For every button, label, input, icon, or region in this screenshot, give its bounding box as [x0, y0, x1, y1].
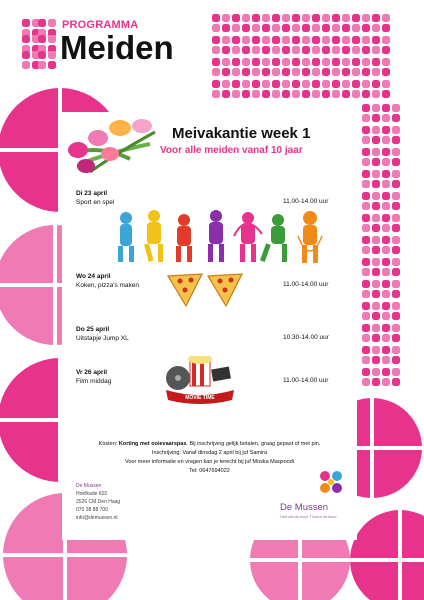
flyer-card [62, 112, 357, 540]
schedule-activity: Film middag [76, 378, 112, 385]
flyer-subtitle: Voor alle meiden vanaf 10 jaar [160, 145, 303, 156]
phone-line: Tel: 0647694022 [189, 468, 230, 474]
brand-tagline: Hart van de buurt. Thuis in de buurt [280, 515, 337, 519]
costs-prefix: Kosten: [98, 441, 119, 447]
address-name: De Mussen [76, 483, 102, 489]
pizza-image [166, 272, 246, 308]
schedule-activity: Sport en spel [76, 199, 115, 206]
schedule-item-3 [76, 325, 129, 343]
schedule-day: Vr 26 april [76, 369, 108, 376]
address-email[interactable]: info@demussen.nl [76, 515, 118, 521]
movie-badge-text: MOVIE TIME [185, 395, 215, 401]
tulips-image [60, 114, 160, 176]
address-city: 2526 CM Den Haag [76, 499, 121, 505]
schedule-day: Do 25 april [76, 326, 110, 333]
address-street: Hoefkade 602 [76, 491, 108, 497]
schedule-time: 11.00-14.00 uur [283, 281, 329, 288]
address-block [76, 482, 120, 522]
schedule-item-2 [76, 272, 139, 290]
page-title: Meiden [60, 29, 174, 66]
schedule-time: 11.00-14.00 uur [283, 377, 329, 384]
schedule-activity: Koken, pizza's maken [76, 282, 140, 289]
program-label: PROGRAMMA [62, 19, 139, 31]
schedule-day: Di 23 april [76, 190, 108, 197]
costs-line [62, 440, 357, 448]
costs-bold: Korting met ooievaarspas [118, 441, 187, 447]
schedule-activity: Uitstapje Jump XL [76, 335, 129, 342]
schedule-item-1 [76, 189, 114, 207]
de-mussen-logo-icon [316, 468, 346, 498]
pizza-slice-icon [208, 274, 242, 306]
pizza-slice-icon [168, 274, 202, 306]
schedule-item-4 [76, 368, 111, 386]
address-phone: 070 38 88 700 [76, 507, 108, 513]
contact-line: Voor meer informatie en vragen kan je terecht bij juf Moska Maqsoodi [124, 459, 295, 465]
schedule-time: 10.30-14.00 uur [283, 334, 329, 341]
registration-line: Inschrijving: Vanaf dinsdag 2 april bij juf Samira [151, 450, 268, 456]
schedule-time: 11.00-14.00 uur [283, 198, 329, 205]
schedule-day: Wo 24 april [76, 273, 111, 280]
brand-name: De Mussen [280, 502, 329, 513]
flyer-title: Meivakantie week 1 [172, 125, 311, 142]
costs-suffix: . Bij inschrijving gelijk betalen, graag gepast of met pin. [186, 441, 321, 447]
kids-silhouettes-image [114, 206, 326, 268]
movie-time-icon [162, 356, 238, 404]
